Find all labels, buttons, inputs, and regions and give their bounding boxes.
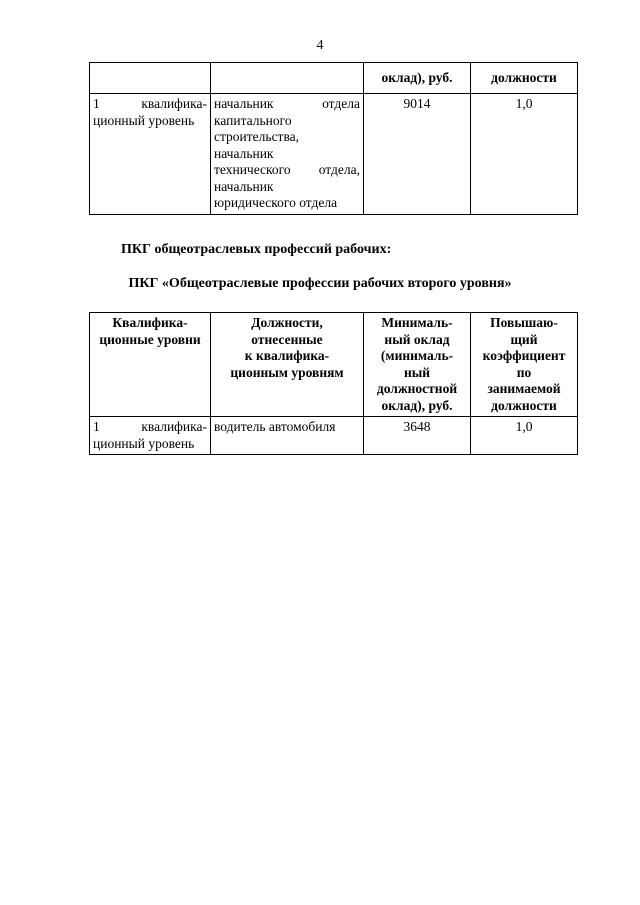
- cell-positions: водитель автомобиля: [211, 417, 364, 455]
- cell-salary: 9014: [364, 94, 471, 215]
- cell-positions: [211, 94, 364, 215]
- header-cell-positions: [211, 63, 364, 94]
- cell-salary: 3648: [364, 417, 471, 455]
- header-line: коэффициент: [482, 348, 566, 363]
- position-line: юридического отдела: [214, 195, 338, 210]
- header-line: должностной: [376, 381, 458, 396]
- header-line: щий: [510, 331, 538, 347]
- subsection-heading: ПКГ «Общеотраслевые профессии рабочих второго уровня»: [128, 276, 512, 291]
- page-number: 4: [316, 38, 324, 53]
- cell-qualification-level: [90, 94, 211, 215]
- header-line: отнесенные: [251, 331, 323, 347]
- level-line: 1 квалифика-: [93, 96, 207, 111]
- position-line: капитального: [214, 112, 292, 128]
- table-row: [90, 417, 578, 455]
- position-line: строительства,: [214, 129, 300, 144]
- position-line: технического отдела,: [214, 162, 360, 177]
- position-line: начальник: [214, 145, 274, 161]
- header-cell-level: [90, 313, 211, 417]
- header-line: занимаемой: [487, 381, 561, 396]
- header-line: Повышаю-: [490, 315, 558, 330]
- level-line: ционный уровень: [93, 112, 195, 128]
- level-line: 1 квалифика-: [93, 419, 207, 434]
- header-cell-level: [90, 63, 211, 94]
- header-line: ционные уровни: [99, 331, 201, 347]
- header-line: Квалифика-: [112, 315, 188, 330]
- level-line: ционный уровень: [93, 435, 195, 451]
- section-heading: ПКГ общеотраслевых профессий рабочих:: [121, 242, 392, 257]
- cell-coefficient: 1,0: [471, 417, 578, 455]
- header-line: Минималь-: [381, 315, 453, 330]
- header-line: ционным уровням: [230, 364, 344, 380]
- table-row: [90, 94, 578, 215]
- header-cell-coefficient: [471, 313, 578, 417]
- header-line: (минималь-: [380, 348, 454, 363]
- header-cell-positions: [211, 313, 364, 417]
- table-header-row: [90, 313, 578, 417]
- position-line: начальник: [214, 178, 274, 194]
- header-cell-coefficient: должности: [471, 63, 578, 94]
- header-line: ный: [403, 364, 431, 380]
- cell-qualification-level: [90, 417, 211, 455]
- table-header-row: [90, 63, 578, 94]
- cell-coefficient: 1,0: [471, 94, 578, 215]
- table-workers: [89, 312, 578, 455]
- header-line: должности: [491, 397, 557, 413]
- table-continuation: [89, 62, 578, 215]
- position-line: начальник отдела: [214, 96, 360, 111]
- header-line: оклад), руб.: [381, 397, 453, 413]
- header-line: к квалифика-: [244, 348, 330, 363]
- header-line: Должности,: [251, 315, 323, 330]
- header-cell-salary: [364, 313, 471, 417]
- header-line: по: [516, 364, 532, 380]
- header-line: ный оклад: [384, 331, 450, 347]
- header-cell-salary: оклад), руб.: [364, 63, 471, 94]
